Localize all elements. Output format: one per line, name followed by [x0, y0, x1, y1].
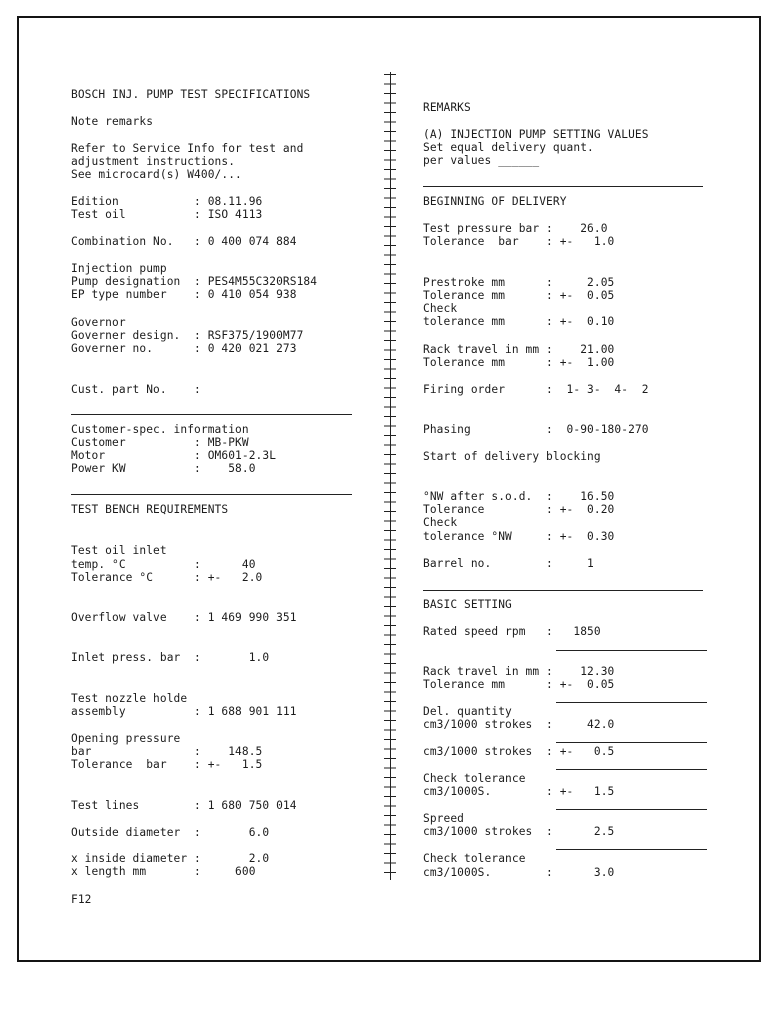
column-divider-ticks	[384, 74, 396, 878]
outside-diameter-row: Outside diameter : 6.0	[71, 826, 270, 839]
firing-order-row: Firing order : 1- 3- 4- 2	[423, 383, 649, 396]
setting-values-heading: (A) INJECTION PUMP SETTING VALUES	[423, 128, 649, 141]
note-remarks: Note remarks	[71, 115, 154, 128]
governor-heading: Governor	[71, 316, 126, 329]
bar-row: bar : 148.5	[71, 745, 263, 758]
test-pressure-row: Test pressure bar : 26.0	[423, 222, 608, 235]
rack-travel-2-row: Rack travel in mm : 12.30	[423, 665, 615, 678]
nozzle-holder-heading: Test nozzle holde	[71, 692, 188, 705]
check-tolerance-row: tolerance mm : +- 0.10	[423, 315, 615, 328]
test-lines-row: Test lines : 1 680 750 014	[71, 799, 297, 812]
per-values-text: per values ______	[423, 154, 540, 167]
cust-part-row: Cust. part No. :	[71, 383, 201, 396]
spreed-heading: Spreed	[423, 812, 465, 825]
divider	[556, 809, 707, 810]
refer-line-3: See microcard(s) W400/...	[71, 168, 242, 181]
oil-inlet-heading: Test oil inlet	[71, 544, 167, 557]
rack-tolerance-2-row: Tolerance mm : +- 0.05	[423, 678, 615, 691]
barrel-row: Barrel no. : 1	[423, 557, 594, 570]
bod-heading: BEGINNING OF DELIVERY	[423, 195, 567, 208]
injection-pump-heading: Injection pump	[71, 262, 167, 275]
governor-no-row: Governer no. : 0 420 021 273	[71, 342, 297, 355]
tolerance-bar-row: Tolerance bar : +- 1.0	[423, 235, 615, 248]
phasing-row: Phasing : 0-90-180-270	[423, 423, 649, 436]
nw-check-tolerance-row: tolerance °NW : +- 0.30	[423, 530, 615, 543]
ep-type-row: EP type number : 0 410 054 938	[71, 288, 297, 301]
divider	[71, 414, 352, 415]
remarks-heading: REMARKS	[423, 101, 471, 114]
divider	[423, 186, 703, 187]
equal-delivery-text: Set equal delivery quant.	[423, 141, 594, 154]
document-title: BOSCH INJ. PUMP TEST SPECIFICATIONS	[71, 88, 311, 101]
del-quantity-heading: Del. quantity	[423, 705, 512, 718]
refer-line-2: adjustment instructions.	[71, 155, 236, 168]
inside-diameter-row: x inside diameter : 2.0	[71, 852, 270, 865]
test-oil-row: Test oil : ISO 4113	[71, 208, 263, 221]
bench-heading: TEST BENCH REQUIREMENTS	[71, 503, 229, 516]
customer-row: Customer : MB-PKW	[71, 436, 249, 449]
divider	[423, 590, 703, 591]
tolerance-mm-row: Tolerance mm : +- 0.05	[423, 289, 615, 302]
footer-code: F12	[71, 893, 92, 906]
check-tolerance-2-heading: Check tolerance	[423, 852, 526, 865]
motor-row: Motor : OM601-2.3L	[71, 449, 277, 462]
temp-row: temp. °C : 40	[71, 558, 256, 571]
nw-tolerance-row: Tolerance : +- 0.20	[423, 503, 615, 516]
divider	[71, 494, 352, 495]
combination-row: Combination No. : 0 400 074 884	[71, 235, 297, 248]
temp-tolerance-row: Tolerance °C : +- 2.0	[71, 571, 263, 584]
edition-row: Edition : 08.11.96	[71, 195, 263, 208]
cust-spec-heading: Customer-spec. information	[71, 423, 249, 436]
check-tolerance-heading: Check tolerance	[423, 772, 526, 785]
divider	[556, 650, 707, 651]
divider	[556, 742, 707, 743]
length-row: x length mm : 600	[71, 865, 256, 878]
start-blocking-text: Start of delivery blocking	[423, 450, 601, 463]
check-label: Check	[423, 302, 458, 315]
divider	[556, 702, 707, 703]
rated-speed-row: Rated speed rpm : 1850	[423, 625, 601, 638]
strokes-value-row: cm3/1000 strokes : 42.0	[423, 718, 615, 731]
rack-tolerance-row: Tolerance mm : +- 1.00	[423, 356, 615, 369]
nw-after-row: °NW after s.o.d. : 16.50	[423, 490, 615, 503]
pump-designation-row: Pump designation : PES4M55C320RS184	[71, 275, 318, 288]
basic-setting-heading: BASIC SETTING	[423, 598, 512, 611]
power-row: Power KW : 58.0	[71, 462, 256, 475]
assembly-row: assembly : 1 688 901 111	[71, 705, 297, 718]
bar-tolerance-row: Tolerance bar : +- 1.5	[71, 758, 263, 771]
check-1000s-row: cm3/1000S. : +- 1.5	[423, 785, 615, 798]
rack-travel-row: Rack travel in mm : 21.00	[423, 343, 615, 356]
governor-design-row: Governer design. : RSF375/1900M77	[71, 329, 304, 342]
check-label-2: Check	[423, 516, 458, 529]
divider	[556, 849, 707, 850]
prestroke-row: Prestroke mm : 2.05	[423, 276, 615, 289]
divider	[556, 769, 707, 770]
overflow-valve-row: Overflow valve : 1 469 990 351	[71, 611, 297, 624]
refer-line-1: Refer to Service Info for test and	[71, 142, 304, 155]
opening-pressure-heading: Opening pressure	[71, 732, 181, 745]
inlet-press-row: Inlet press. bar : 1.0	[71, 651, 270, 664]
check-1000s-2-row: cm3/1000S. : 3.0	[423, 866, 615, 879]
strokes-tolerance-row: cm3/1000 strokes : +- 0.5	[423, 745, 615, 758]
spreed-strokes-row: cm3/1000 strokes : 2.5	[423, 825, 615, 838]
